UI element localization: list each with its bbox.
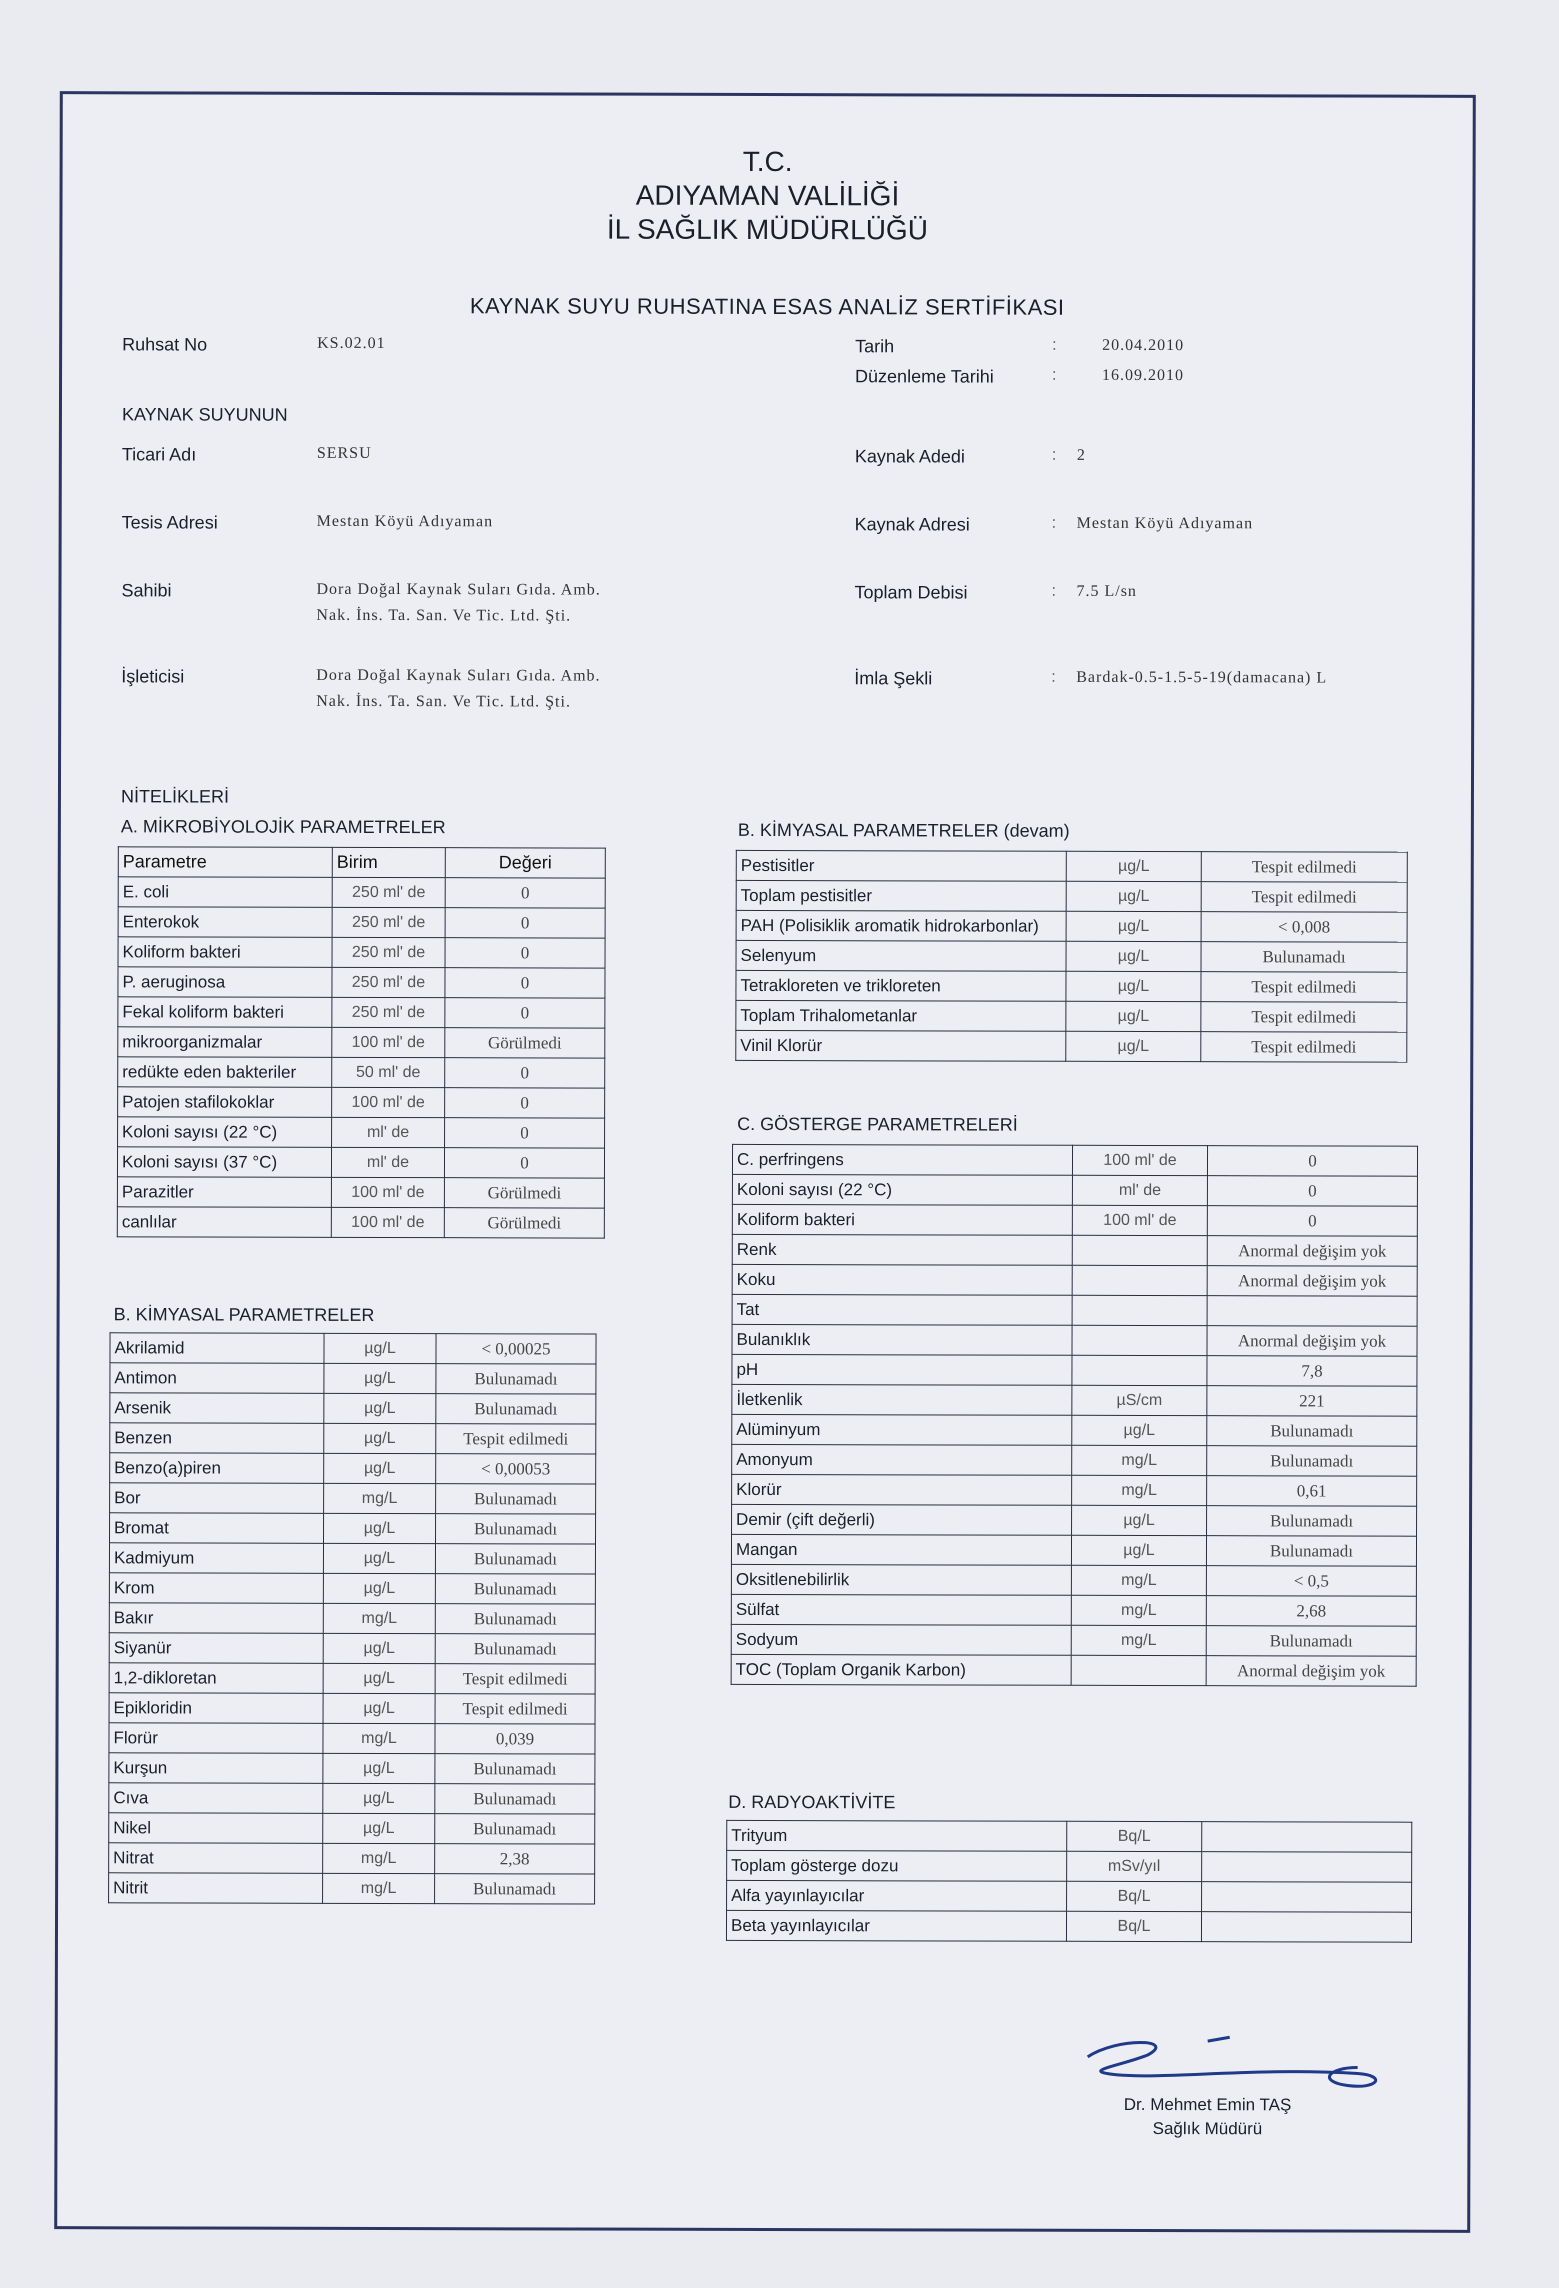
cell-param: Bakır bbox=[109, 1603, 323, 1634]
cell-param: mikroorganizmalar bbox=[118, 1027, 332, 1058]
cell-unit: µg/L bbox=[323, 1753, 435, 1783]
cell-value: Bulunamadı bbox=[1207, 1446, 1417, 1477]
cell-value: Görülmedi bbox=[444, 1208, 604, 1238]
cell-unit: mg/L bbox=[323, 1873, 435, 1903]
cell-param: Benzen bbox=[110, 1423, 324, 1454]
imla-sekli-label: İmla Şekli bbox=[854, 668, 933, 689]
cell-value: < 0,008 bbox=[1201, 912, 1407, 943]
kaynak-adresi-label: Kaynak Adresi bbox=[854, 514, 970, 535]
header-tc: T.C. bbox=[742, 145, 793, 178]
cell-param: Tetrakloreten ve trikloreten bbox=[736, 970, 1066, 1001]
table-row bbox=[732, 1414, 1417, 1446]
signer-name: Dr. Mehmet Emin TAŞ bbox=[1123, 2094, 1292, 2115]
table-row bbox=[118, 997, 605, 1028]
table-row bbox=[732, 1384, 1417, 1416]
cell-param: pH bbox=[732, 1354, 1072, 1385]
cell-param: Fekal koliform bakteri bbox=[118, 997, 332, 1028]
table-row bbox=[109, 1753, 595, 1784]
table-row bbox=[727, 1880, 1412, 1912]
colon: : bbox=[1052, 336, 1057, 354]
table-row bbox=[110, 1393, 596, 1424]
table-row bbox=[732, 1504, 1417, 1536]
cell-unit: ml' de bbox=[331, 1147, 444, 1177]
table-row bbox=[109, 1783, 595, 1814]
certificate-title: KAYNAK SUYU RUHSATINA ESAS ANALİZ SERTİFİKASI bbox=[469, 293, 1065, 320]
cell-param: Vinil Klorür bbox=[736, 1030, 1066, 1061]
cell-param: Nitrit bbox=[109, 1873, 323, 1904]
cell-unit: µg/L bbox=[323, 1663, 435, 1693]
cell-unit: µg/L bbox=[1072, 1415, 1207, 1445]
colon: : bbox=[1051, 446, 1057, 464]
cell-unit: µg/L bbox=[323, 1693, 435, 1723]
ruhsat-no-value: KS.02.01 bbox=[317, 334, 386, 353]
cell-param: Renk bbox=[732, 1234, 1072, 1265]
cell-value: 0 bbox=[445, 1118, 605, 1148]
cell-unit: mg/L bbox=[323, 1603, 435, 1633]
table-row bbox=[736, 940, 1407, 972]
cell-unit: µg/L bbox=[323, 1543, 435, 1573]
cell-value: Bulunamadı bbox=[435, 1634, 595, 1664]
table-row bbox=[727, 1850, 1412, 1882]
cell-param: Krom bbox=[109, 1573, 323, 1604]
cell-unit bbox=[1072, 1295, 1207, 1325]
table-header-row bbox=[118, 847, 605, 878]
cell-unit: µg/L bbox=[323, 1813, 435, 1843]
table-row bbox=[118, 877, 605, 908]
table-row bbox=[731, 1534, 1416, 1566]
cell-param: Toplam gösterge dozu bbox=[727, 1850, 1067, 1881]
cell-value: 0 bbox=[445, 998, 605, 1028]
table-row bbox=[109, 1843, 595, 1874]
cell-param: Parazitler bbox=[117, 1177, 331, 1208]
cell-unit: µg/L bbox=[324, 1363, 436, 1393]
header-birim: Birim bbox=[332, 847, 445, 877]
table-row bbox=[118, 967, 605, 998]
table-row bbox=[732, 1354, 1417, 1386]
radyo-table bbox=[726, 1820, 1412, 1943]
header-parametre: Parametre bbox=[118, 847, 332, 878]
header-degeri: Değeri bbox=[445, 848, 605, 878]
tarih-label: Tarih bbox=[855, 336, 895, 357]
kimya-devam-title: B. KİMYASAL PARAMETRELER (devam) bbox=[737, 819, 1070, 841]
cell-unit: 250 ml' de bbox=[332, 967, 445, 997]
cell-value bbox=[1201, 1912, 1411, 1943]
cell-param: Koloni sayısı (22 °C) bbox=[118, 1117, 332, 1148]
table-row bbox=[117, 1207, 604, 1238]
cell-unit: µg/L bbox=[1066, 971, 1201, 1001]
table-row bbox=[110, 1333, 596, 1364]
table-row bbox=[731, 1624, 1416, 1656]
table-row bbox=[732, 1474, 1417, 1506]
cell-value: Bulunamadı bbox=[435, 1604, 595, 1634]
cell-param: Alfa yayınlayıcılar bbox=[727, 1880, 1067, 1911]
cell-unit: µg/L bbox=[1066, 851, 1201, 881]
cell-value: Bulunamadı bbox=[436, 1484, 596, 1514]
cell-unit: Bq/L bbox=[1067, 1821, 1202, 1851]
cell-value: 2,38 bbox=[435, 1844, 595, 1874]
cell-value: Görülmedi bbox=[445, 1028, 605, 1058]
cell-value: 0 bbox=[445, 1058, 605, 1088]
cell-value: 0 bbox=[445, 878, 605, 908]
cell-unit: mg/L bbox=[1072, 1475, 1207, 1505]
cell-unit: µg/L bbox=[1066, 881, 1201, 911]
table-row bbox=[110, 1483, 596, 1514]
cell-param: C. perfringens bbox=[732, 1144, 1072, 1175]
isleticisi-value-line1: Dora Doğal Kaynak Suları Gıda. Amb. bbox=[316, 666, 601, 685]
cell-unit: µg/L bbox=[1066, 911, 1201, 941]
cell-value bbox=[1202, 1852, 1412, 1883]
colon: : bbox=[1051, 668, 1056, 686]
table-row bbox=[110, 1423, 596, 1454]
cell-value: Bulunamadı bbox=[435, 1874, 595, 1904]
table-row bbox=[109, 1813, 595, 1844]
cell-unit: 100 ml' de bbox=[331, 1177, 444, 1207]
cell-value: Tespit edilmedi bbox=[1201, 1002, 1407, 1033]
kimya-devam-table bbox=[735, 850, 1408, 1063]
cell-value: Bulunamadı bbox=[436, 1364, 596, 1394]
cell-param: Siyanür bbox=[109, 1633, 323, 1664]
header-valilik: ADIYAMAN VALİLİĞİ bbox=[635, 179, 900, 212]
ruhsat-no-label: Ruhsat No bbox=[122, 334, 208, 355]
cell-param: Nitrat bbox=[109, 1843, 323, 1874]
cell-param: Koloni sayısı (22 °C) bbox=[732, 1174, 1072, 1205]
cell-param: Nikel bbox=[109, 1813, 323, 1844]
table-row bbox=[109, 1693, 595, 1724]
table-row bbox=[109, 1663, 595, 1694]
cell-param: Bor bbox=[110, 1483, 324, 1514]
duzenleme-label: Düzenleme Tarihi bbox=[855, 366, 994, 387]
cell-unit: 100 ml' de bbox=[332, 1027, 445, 1057]
cell-param: Enterokok bbox=[118, 907, 332, 938]
cell-unit bbox=[1072, 1265, 1207, 1295]
cell-param: Kurşun bbox=[109, 1753, 323, 1784]
sahibi-value-line1: Dora Doğal Kaynak Suları Gıda. Amb. bbox=[316, 580, 601, 599]
gosterge-title: C. GÖSTERGE PARAMETRELERİ bbox=[737, 1113, 1018, 1135]
cell-value: Anormal değişim yok bbox=[1207, 1236, 1417, 1267]
cell-unit: µg/L bbox=[324, 1453, 436, 1483]
cell-unit: µg/L bbox=[1066, 1031, 1201, 1061]
table-row bbox=[731, 1594, 1416, 1626]
cell-unit bbox=[1072, 1325, 1207, 1355]
cell-param: redükte eden bakteriler bbox=[118, 1057, 332, 1088]
cell-value: Tespit edilmedi bbox=[436, 1424, 596, 1454]
ticari-adi-label: Ticari Adı bbox=[121, 444, 197, 465]
cell-value: < 0,5 bbox=[1206, 1566, 1416, 1597]
table-row bbox=[110, 1363, 596, 1394]
mikro-table bbox=[117, 846, 606, 1238]
cell-unit bbox=[1071, 1655, 1206, 1685]
table-row bbox=[736, 1030, 1407, 1062]
cell-unit: ml' de bbox=[332, 1117, 445, 1147]
cell-unit: mg/L bbox=[323, 1843, 435, 1873]
cell-unit: mg/L bbox=[1071, 1565, 1206, 1595]
cell-value: Bulunamadı bbox=[435, 1514, 595, 1544]
tarih-value: 20.04.2010 bbox=[1102, 336, 1185, 355]
cell-value: Tespit edilmedi bbox=[435, 1664, 595, 1694]
table-row bbox=[736, 850, 1407, 882]
gosterge-table bbox=[731, 1144, 1418, 1687]
cell-value bbox=[1207, 1296, 1417, 1327]
cell-unit: 100 ml' de bbox=[1072, 1205, 1207, 1235]
cell-param: Toplam Trihalometanlar bbox=[736, 1000, 1066, 1031]
cell-unit: 100 ml' de bbox=[332, 1087, 445, 1117]
cell-unit: mg/L bbox=[1071, 1595, 1206, 1625]
cell-unit: µg/L bbox=[324, 1423, 436, 1453]
cell-unit: µg/L bbox=[1066, 941, 1201, 971]
cell-param: Cıva bbox=[109, 1783, 323, 1814]
kimya-table bbox=[108, 1332, 596, 1904]
table-row bbox=[732, 1294, 1417, 1326]
cell-value: Anormal değişim yok bbox=[1207, 1326, 1417, 1357]
cell-param: E. coli bbox=[118, 877, 332, 908]
cell-value: 0,039 bbox=[435, 1724, 595, 1754]
cell-param: Sodyum bbox=[731, 1624, 1071, 1655]
cell-value: Bulunamadı bbox=[435, 1574, 595, 1604]
cell-param: Tat bbox=[732, 1294, 1072, 1325]
table-row bbox=[110, 1513, 596, 1544]
cell-value: 0 bbox=[445, 968, 605, 998]
cell-param: Bulanıklık bbox=[732, 1324, 1072, 1355]
cell-param: Bromat bbox=[110, 1513, 324, 1544]
table-row bbox=[109, 1723, 595, 1754]
table-row bbox=[118, 937, 605, 968]
colon: : bbox=[1051, 514, 1057, 532]
kaynak-suyunun-label: KAYNAK SUYUNUN bbox=[121, 404, 288, 425]
cell-param: Kadmiyum bbox=[109, 1543, 323, 1574]
colon: : bbox=[1052, 366, 1057, 384]
cell-unit: mg/L bbox=[1071, 1625, 1206, 1655]
cell-unit: µg/L bbox=[323, 1573, 435, 1603]
cell-param: Epikloridin bbox=[109, 1693, 323, 1724]
table-row bbox=[732, 1234, 1417, 1266]
cell-unit: µg/L bbox=[1066, 1001, 1201, 1031]
cell-param: Koliform bakteri bbox=[118, 937, 332, 968]
table-row bbox=[109, 1603, 595, 1634]
table-row bbox=[118, 1117, 605, 1148]
table-row bbox=[736, 880, 1407, 912]
cell-value: Anormal değişim yok bbox=[1206, 1656, 1416, 1687]
cell-value: Görülmedi bbox=[444, 1178, 604, 1208]
cell-value: Bulunamadı bbox=[1207, 1416, 1417, 1447]
cell-param: Florür bbox=[109, 1723, 323, 1754]
cell-value: 0 bbox=[445, 938, 605, 968]
cell-unit: µg/L bbox=[323, 1783, 435, 1813]
cell-param: Koliform bakteri bbox=[732, 1204, 1072, 1235]
tesis-adresi-label: Tesis Adresi bbox=[121, 512, 218, 533]
table-row bbox=[118, 1027, 605, 1058]
cell-param: Sülfat bbox=[731, 1594, 1071, 1625]
nitelikleri-label: NİTELİKLERİ bbox=[120, 786, 230, 807]
cell-value: 221 bbox=[1207, 1386, 1417, 1417]
cell-unit: mg/L bbox=[324, 1483, 436, 1513]
cell-param: 1,2-dikloretan bbox=[109, 1663, 323, 1694]
cell-unit: 250 ml' de bbox=[332, 877, 445, 907]
cell-param: Mangan bbox=[731, 1534, 1071, 1565]
isleticisi-label: İşleticisi bbox=[121, 666, 185, 687]
table-row bbox=[732, 1444, 1417, 1476]
cell-value: Tespit edilmedi bbox=[1201, 972, 1407, 1003]
cell-value: Bulunamadı bbox=[435, 1784, 595, 1814]
table-row bbox=[118, 1057, 605, 1088]
table-row bbox=[732, 1324, 1417, 1356]
table-row bbox=[736, 910, 1407, 942]
table-row bbox=[732, 1144, 1417, 1176]
table-row bbox=[736, 970, 1407, 1002]
cell-param: Patojen stafilokoklar bbox=[118, 1087, 332, 1118]
cell-unit: mSv/yıl bbox=[1067, 1851, 1202, 1881]
sahibi-value-line2: Nak. İns. Ta. San. Ve Tic. Ltd. Şti. bbox=[316, 606, 572, 625]
cell-unit: 250 ml' de bbox=[332, 997, 445, 1027]
table-row bbox=[117, 1177, 604, 1208]
cell-param: TOC (Toplam Organik Karbon) bbox=[731, 1654, 1071, 1685]
cell-unit: 100 ml' de bbox=[1072, 1145, 1207, 1175]
kimya-title: B. KİMYASAL PARAMETRELER bbox=[113, 1304, 375, 1325]
cell-param: Beta yayınlayıcılar bbox=[726, 1910, 1066, 1941]
cell-value: Tespit edilmedi bbox=[1201, 882, 1407, 913]
cell-param: Benzo(a)piren bbox=[110, 1453, 324, 1484]
cell-param: Pestisitler bbox=[736, 850, 1066, 881]
table-row bbox=[109, 1873, 595, 1904]
cell-param: Amonyum bbox=[732, 1444, 1072, 1475]
table-row bbox=[109, 1573, 595, 1604]
cell-unit: µg/L bbox=[1072, 1505, 1207, 1535]
cell-value: Tespit edilmedi bbox=[435, 1694, 595, 1724]
cell-unit: 250 ml' de bbox=[332, 937, 445, 967]
cell-unit: µg/L bbox=[1071, 1535, 1206, 1565]
cell-unit: ml' de bbox=[1072, 1175, 1207, 1205]
cell-param: Selenyum bbox=[736, 940, 1066, 971]
cell-param: Klorür bbox=[732, 1474, 1072, 1505]
cell-unit: µg/L bbox=[324, 1513, 436, 1543]
cell-param: canlılar bbox=[117, 1207, 331, 1238]
table-row bbox=[731, 1564, 1416, 1596]
radyo-title: D. RADYOAKTİVİTE bbox=[728, 1791, 896, 1813]
table-row bbox=[118, 907, 605, 938]
cell-value: 2,68 bbox=[1206, 1596, 1416, 1627]
cell-value: 0 bbox=[444, 1148, 604, 1178]
header-mudurluk: İL SAĞLIK MÜDÜRLÜĞÜ bbox=[606, 213, 928, 246]
duzenleme-value: 16.09.2010 bbox=[1102, 366, 1185, 385]
cell-param: Toplam pestisitler bbox=[736, 880, 1066, 911]
ticari-adi-value: SERSU bbox=[316, 444, 372, 462]
cell-value bbox=[1202, 1882, 1412, 1913]
cell-unit: µg/L bbox=[323, 1633, 435, 1663]
cell-value: 0 bbox=[1207, 1146, 1417, 1177]
cell-param: Demir (çift değerli) bbox=[732, 1504, 1072, 1535]
kaynak-adedi-label: Kaynak Adedi bbox=[854, 446, 965, 467]
toplam-debisi-value: 7.5 L/sn bbox=[1076, 582, 1137, 600]
cell-value: Tespit edilmedi bbox=[1201, 852, 1407, 883]
cell-param: Koloni sayısı (37 °C) bbox=[117, 1147, 331, 1178]
cell-unit: 100 ml' de bbox=[331, 1207, 444, 1237]
toplam-debisi-label: Toplam Debisi bbox=[854, 582, 968, 603]
cell-value: Bulunamadı bbox=[1201, 942, 1407, 973]
cell-unit bbox=[1072, 1355, 1207, 1385]
mikro-title: A. MİKROBİYOLOJİK PARAMETRELER bbox=[120, 816, 446, 838]
table-row bbox=[118, 1087, 605, 1118]
tesis-adresi-value: Mestan Köyü Adıyaman bbox=[316, 512, 494, 531]
cell-param: İletkenlik bbox=[732, 1384, 1072, 1415]
document-frame bbox=[54, 91, 1476, 2233]
cell-value: Bulunamadı bbox=[1206, 1626, 1416, 1657]
kaynak-adresi-value: Mestan Köyü Adıyaman bbox=[1076, 514, 1254, 533]
cell-value: Bulunamadı bbox=[1206, 1536, 1416, 1567]
table-row bbox=[117, 1147, 604, 1178]
cell-unit: µS/cm bbox=[1072, 1385, 1207, 1415]
table-row bbox=[732, 1264, 1417, 1296]
cell-value: < 0,00053 bbox=[436, 1454, 596, 1484]
cell-unit: µg/L bbox=[324, 1333, 436, 1363]
table-row bbox=[110, 1453, 596, 1484]
cell-value: < 0,00025 bbox=[436, 1334, 596, 1364]
cell-param: Koku bbox=[732, 1264, 1072, 1295]
cell-value: 0 bbox=[1207, 1206, 1417, 1237]
cell-value: 0,61 bbox=[1207, 1476, 1417, 1507]
cell-param: Antimon bbox=[110, 1363, 324, 1394]
table-row bbox=[732, 1204, 1417, 1236]
cell-unit: mg/L bbox=[1072, 1445, 1207, 1475]
cell-param: Trityum bbox=[727, 1820, 1067, 1851]
cell-unit: mg/L bbox=[323, 1723, 435, 1753]
kaynak-adedi-value: 2 bbox=[1076, 446, 1086, 464]
cell-unit: Bq/L bbox=[1067, 1881, 1202, 1911]
cell-value: 7,8 bbox=[1207, 1356, 1417, 1387]
sahibi-label: Sahibi bbox=[121, 580, 172, 601]
cell-param: Akrilamid bbox=[110, 1333, 324, 1364]
cell-param: Arsenik bbox=[110, 1393, 324, 1424]
cell-param: Oksitlenebilirlik bbox=[731, 1564, 1071, 1595]
cell-param: PAH (Polisiklik aromatik hidrokarbonlar) bbox=[736, 910, 1066, 941]
signer-title: Sağlık Müdürü bbox=[1152, 2119, 1263, 2139]
table-row bbox=[726, 1910, 1411, 1942]
table-row bbox=[731, 1654, 1416, 1686]
cell-value: 0 bbox=[445, 908, 605, 938]
cell-value: Tespit edilmedi bbox=[1201, 1032, 1407, 1063]
cell-unit bbox=[1072, 1235, 1207, 1265]
cell-unit: 250 ml' de bbox=[332, 907, 445, 937]
table-row bbox=[109, 1543, 595, 1574]
cell-value: Bulunamadı bbox=[1207, 1506, 1417, 1537]
imla-sekli-value: Bardak-0.5-1.5-5-19(damacana) L bbox=[1076, 668, 1328, 687]
cell-value: Bulunamadı bbox=[435, 1814, 595, 1844]
cell-unit: µg/L bbox=[324, 1393, 436, 1423]
colon: : bbox=[1051, 582, 1056, 600]
cell-value: 0 bbox=[445, 1088, 605, 1118]
cell-value: Bulunamadı bbox=[436, 1394, 596, 1424]
table-row bbox=[727, 1820, 1412, 1852]
cell-unit: Bq/L bbox=[1066, 1911, 1201, 1941]
cell-value: Bulunamadı bbox=[435, 1544, 595, 1574]
cell-param: Alüminyum bbox=[732, 1414, 1072, 1445]
isleticisi-value-line2: Nak. İns. Ta. San. Ve Tic. Ltd. Şti. bbox=[316, 692, 571, 711]
table-row bbox=[736, 1000, 1407, 1032]
cell-value: 0 bbox=[1207, 1176, 1417, 1207]
table-row bbox=[109, 1633, 595, 1664]
cell-param: P. aeruginosa bbox=[118, 967, 332, 998]
cell-value: Anormal değişim yok bbox=[1207, 1266, 1417, 1297]
cell-value bbox=[1202, 1822, 1412, 1853]
cell-value: Bulunamadı bbox=[435, 1754, 595, 1784]
cell-unit: 50 ml' de bbox=[332, 1057, 445, 1087]
table-row bbox=[732, 1174, 1417, 1206]
